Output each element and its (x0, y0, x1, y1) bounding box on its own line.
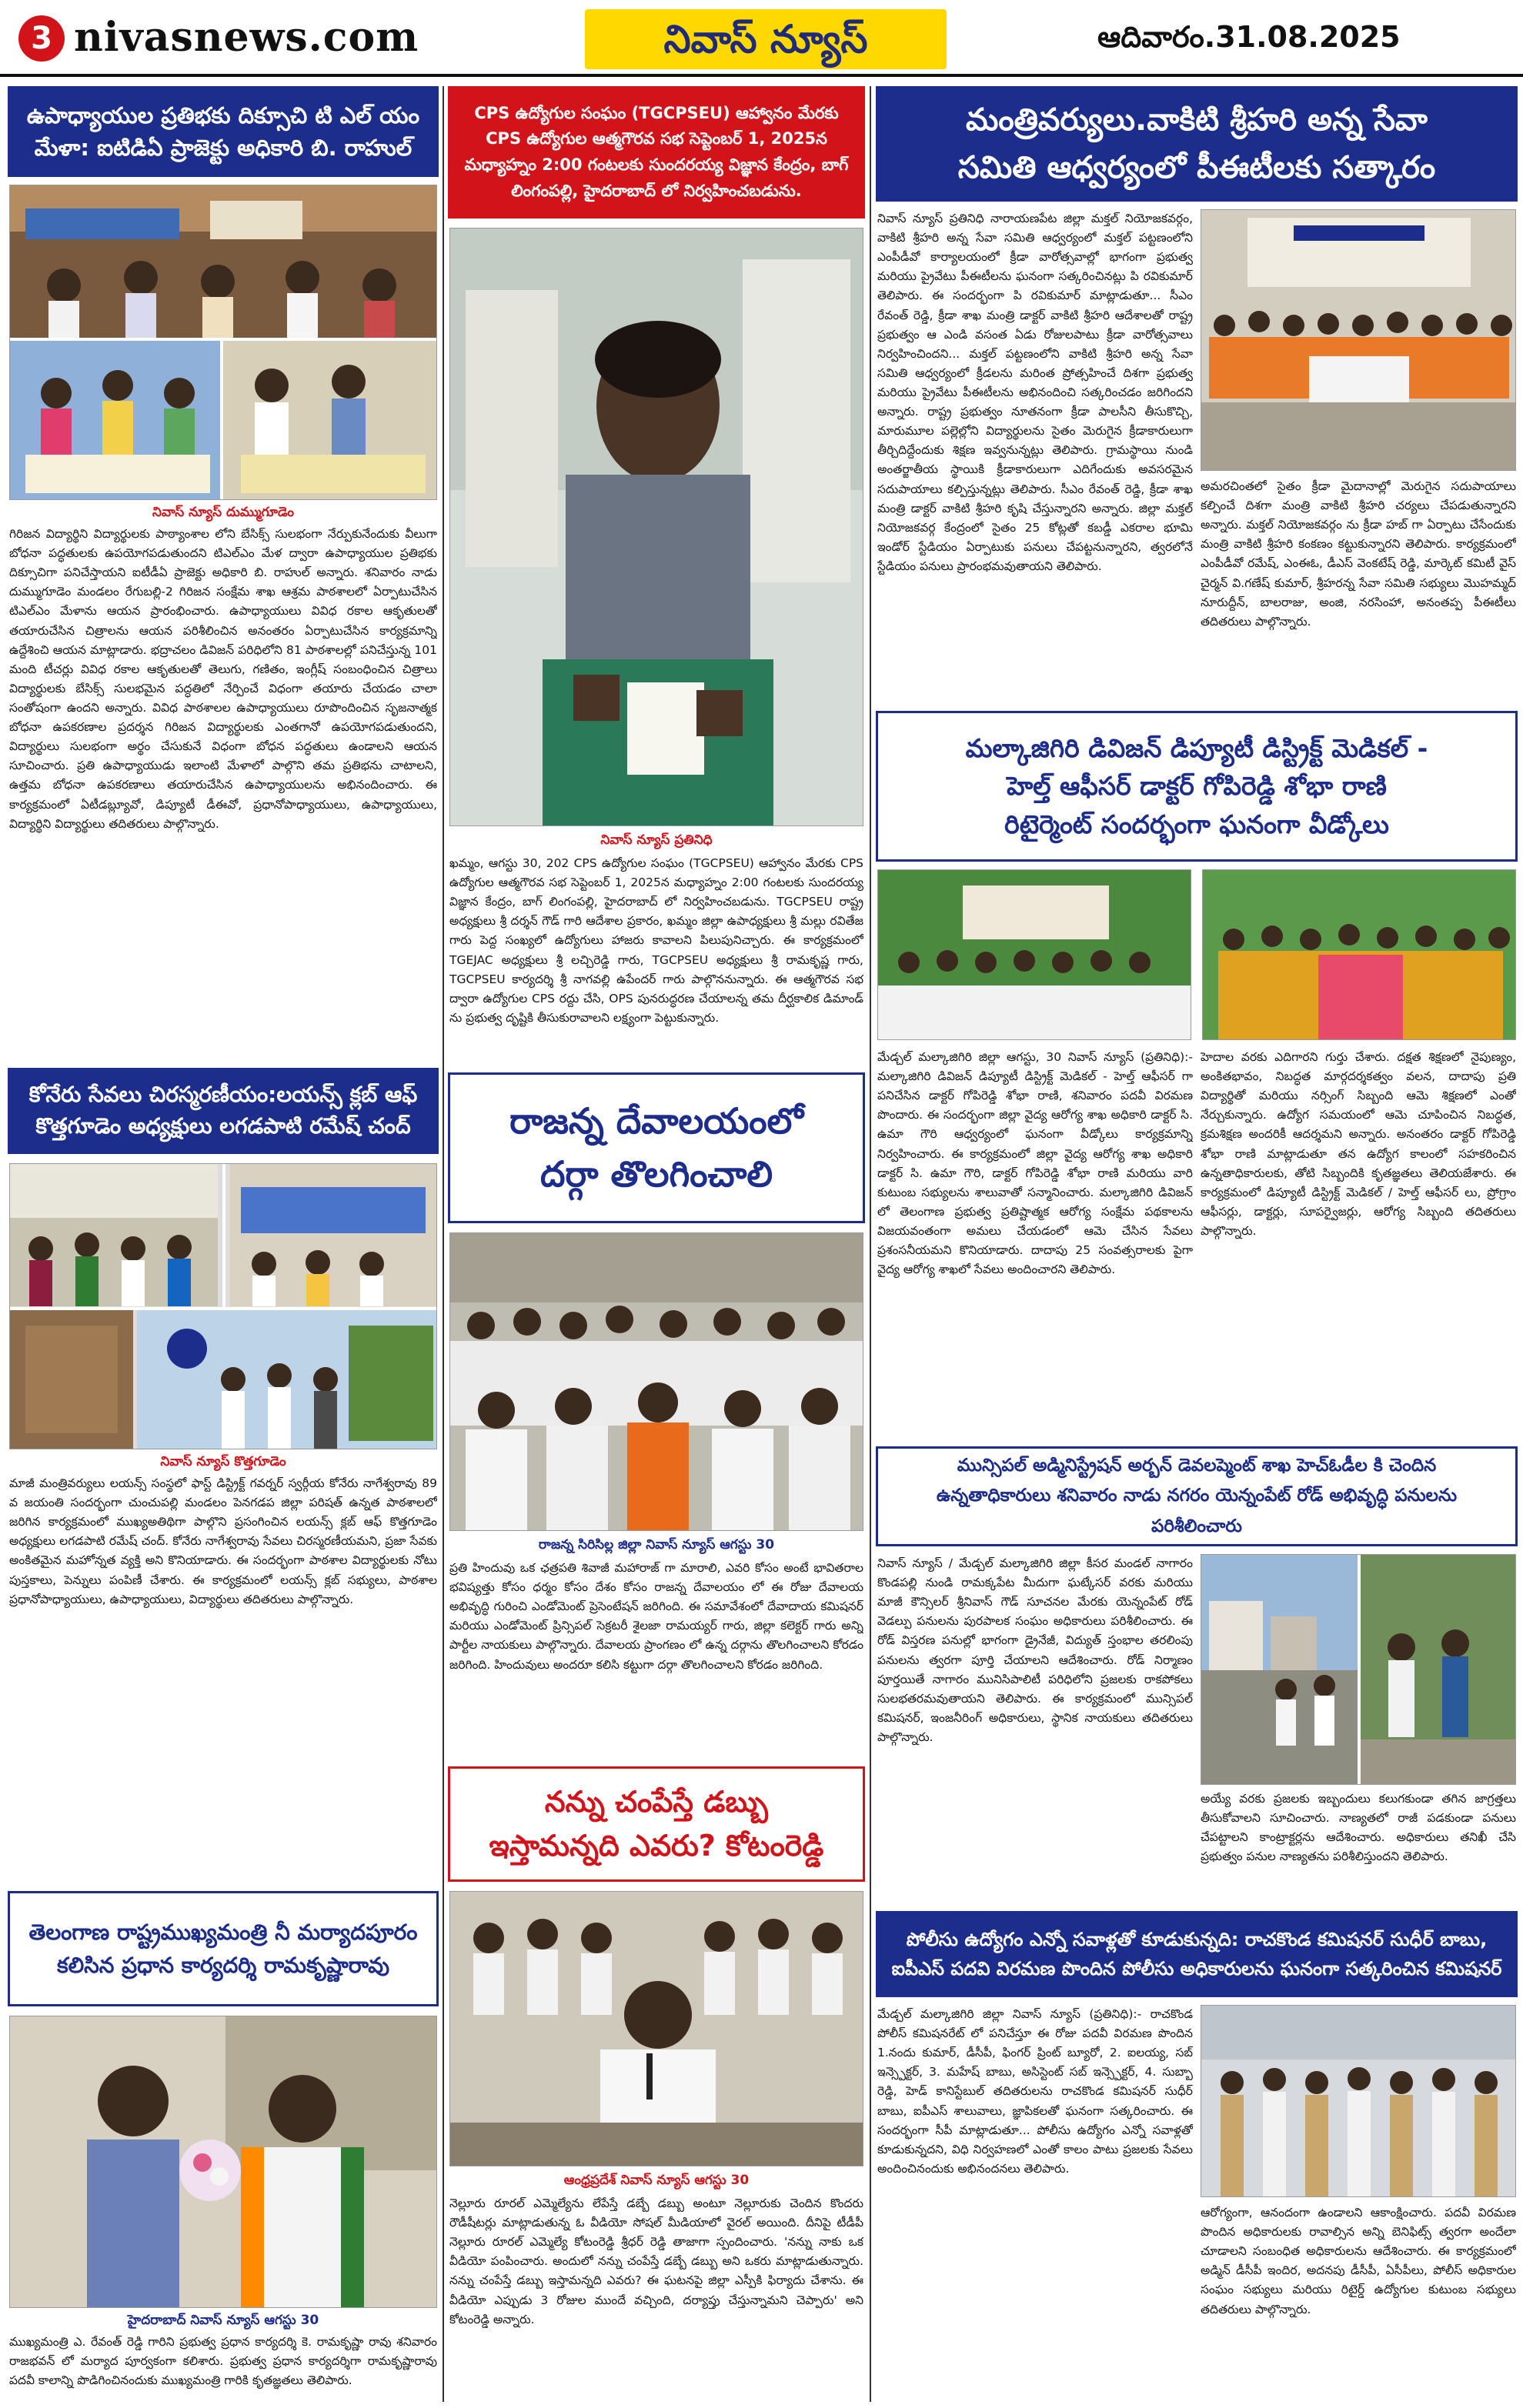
story2-caption: నివాస్ న్యూస్ కొత్తగూడెం (160, 1454, 286, 1469)
column-divider (870, 86, 871, 2402)
police-felicitation-photo (1201, 2006, 1516, 2197)
story4-headline[interactable]: CPS ఉద్యోగుల సంఘం (TGCPSEU) ఆహ్వానం మేరకు CPS ఉద్యోగుల ఆత్మగౌరవ సభ సెప్టెంబర్ 1, 2025న మధ్యాహ్నం 2:00 గంటలకు సుందరయ్య విజ్ఞాన కేంద్రం, బాగ్ లింగంపల్లి, హైదరాబాద్ లో నిర్వహించబడును. (448, 86, 865, 218)
story10-photo (1201, 2005, 1516, 2197)
road-inspection-photo (1201, 1555, 1516, 1785)
story10-body-right: ఆరోగ్యంగా, ఆనందంగా ఉండాలని ఆకాంక్షించారు. పదవీ విరమణ పొందిన అధికారులకు రావాల్సిన అన్ని బెనిఫిట్స్ త్వరగా అందేలా చూడాలని సంబంధిత అధికారులను ఆదేశించారు. ఈ కార్యక్రమంలో అడ్మిన్ డీసీపీ ఇందిర, అదనపు డీసీపీ, ఏసీపీలు, పోలీస్ అధికారుల సంఘం సభ్యులు మరియు రిటైర్డ్ ఉద్యోగుల కుటుంబ సభ్యులు తదితరులు పాల్గొన్నారు. (1201, 2206, 1516, 2316)
press-meet-photo (450, 1892, 863, 2166)
cm-meeting-photo (10, 2016, 437, 2308)
headline-line: ఇస్తామన్నది ఎవరు? కోటంరెడ్డి (489, 1829, 824, 1863)
headline-line: హెల్త్ ఆఫీసర్ డాక్టర్ గోపిరెడ్డి శోభా రాణి (1007, 771, 1387, 802)
story3-caption: హైదరాబాద్ నివాస్ న్యూస్ ఆగస్టు 30 (127, 2313, 319, 2328)
headline-line: మేళా: ఐటిడిఏ ప్రాజెక్టు అధికారి బి. రాహుల్ (34, 135, 412, 161)
story6-headline[interactable] (448, 1766, 865, 1882)
pet-felicitation-photo (1201, 210, 1516, 471)
story4-body: ఖమ్మం, ఆగస్టు 30, 202 CPS ఉద్యోగుల సంఘం (TGCPSEU) ఆహ్వానం మేరకు CPS ఉద్యోగుల ఆత్మగౌరవ సభ సెప్టెంబర్ 1, 2025న మధ్యాహ్నం 2:00 గంటలకు సుందరయ్య విజ్ఞాన కేంద్రం, బాగ్ లింగంపల్లి, హైదరాబాద్ లో నిర్వహించబడును. TGCPSEU రాష్ట్ర అధ్యక్షులు శ్రీ దర్శన్ గౌడ్ గారి ఆదేశాల ప్రకారం, ఖమ్మం జిల్లా ఉపాధ్యక్షులు శ్రీ మల్లు రవితేజ గారు పెద్ద సంఖ్యలో ఉద్యోగులు హాజరు కావాలని పిలుపునిచ్చారు. ఈ కార్యక్రమంలో TGEJAC అధ్యక్షులు శ్రీ లచ్చిరెడ్డి గారు, TGCPSEU అధ్యక్షులు శ్రీ రామకృష్ణ గారు, TGCPSEU కార్యదర్శి శ్రీ నాగవల్లి ఉపేందర్ గారు పాల్గొననున్నారు. ఈ ఆత్మగౌరవ సభ ద్వారా ఉద్యోగుల CPS రద్దు చేసి, OPS పునరుద్ధరణ చేయాలన్న తమ దీర్ఘకాలిక డిమాండ్ ను ప్రభుత్వ దృష్టికి తీసుకురావాలని లక్ష్యంగా పెట్టుకున్నారు. (449, 856, 863, 1025)
retirement-group-photo (1203, 870, 1516, 1040)
story5-headline[interactable] (448, 1072, 865, 1223)
headline-line: మల్కాజిగిరి డివిజన్ డిప్యూటీ డిస్ట్రిక్ట్ మెడికల్ - (965, 732, 1428, 763)
headline-line: కోనేరు సేవలు చిరస్మరణీయం:లయన్స్ క్లబ్ ఆఫ్ (28, 1082, 418, 1108)
story6-caption: ఆంధ్రప్రదేశ్ నివాస్ న్యూస్ ఆగస్టు 30 (563, 2173, 750, 2188)
story3-headline[interactable] (8, 1891, 439, 2006)
story9-headline[interactable] (876, 1446, 1518, 1546)
headline-line: రిటైర్మెంట్ సందర్భంగా ఘనంగా వీడ్కోలు (1004, 809, 1389, 839)
temple-meeting-photo (450, 1233, 863, 1531)
headline-line: మంత్రివర్యులు.వాకిటి శ్రీహరి అన్న సేవా (966, 102, 1428, 138)
story8-body-left: మేడ్చల్ మల్కాజిగిరి జిల్లా ఆగస్టు, 30 నివాస్ న్యూస్ (ప్రతినిధి):- మల్కాజిగిరి డివిజన్ డిప్యూటీ డిస్ట్రిక్ట్ మెడికల్ - హెల్త్ ఆఫీసర్ గా పనిచేసిన డాక్టర్ గోపిరెడ్డి శోభా రాణి, శనివారం పదవీ విరమణ పొందారు. ఈ సందర్భంగా జిల్లా వైద్య ఆరోగ్య శాఖ అధికారి డాక్టర్ సి. ఉమా గౌరి ఆధ్వర్యంలో ఘనంగా వీడ్కోలు కార్యక్రమాన్ని నిర్వహించారు. ఈ కార్యక్రమంలో జిల్లా వైద్య ఆరోగ్య శాఖ అధికారి డాక్టర్ సి. ఉమా గౌరి, డాక్టర్ గోపిరెడ్డి శోభా రాణి మరియు వారి కుటుంబ సభ్యులను శాలువాతో సన్మానించారు. మల్కాజిగిరి డివిజన్ లో తెలంగాణ ప్రభుత్వ ప్రతిష్టాత్మక ఆరోగ్య సంక్షేమ పథకాలను విజయవంతంగా అమలు చేయడంలో ఆమె చేసిన సేవలు ప్రశంసనీయమని కొనియాడారు. దాదాపు 25 సంవత్సరాలకు పైగా వైద్య ఆరోగ్య శాఖలో సేవలు అందించారని తెలిపారు. (877, 1050, 1193, 1277)
story3-body: ముఖ్యమంత్రి ఎ. రేవంత్ రెడ్డి గారిని ప్రభుత్వ ప్రధాన కార్యదర్శి కె. రామకృష్ణా రావు శనివారం రాజభవన్ లో మర్యాద పూర్వకంగా కలిశారు. ప్రభుత్వ ప్రధాన కార్యదర్శిగా రామకృష్ణారావు పదవీ కాలాన్ని పొడిగించినందుకు ముఖ్యమంత్రి గారికి కృతజ్ఞతలు తెలిపారు. (9, 2335, 437, 2388)
story10-body-left: మేడ్చల్ మల్కాజిగిరి జిల్లా నివాస్ న్యూస్ (ప్రతినిధి):- రాచకొండ పోలీస్ కమిషనరేట్ లో పనిచేస్తూ ఈ రోజు పదవీ విరమణ పొందిన 1.నందు కుమార్, డీసీపీ, ఫింగర్ ప్రింట్ బ్యూరో, 2. ఐలయ్య, సబ్ ఇన్స్పెక్టర్, 3. మహేష్ బాబు, అసిస్టెంట్ సబ్ ఇన్స్పెక్టర్, 4. సుబ్బా రెడ్డి, హెడ్ కానిస్టేబుల్ తదితరులను రాచకొండ కమిషనర్ సుధీర్ బాబు, ఐపీఎస్ శాలువాలు, జ్ఞాపికలతో ఘనంగా సత్కరించారు. ఈ సందర్భంగా సీపీ మాట్లాడుతూ... పోలీసు ఉద్యోగం ఎన్నో సవాళ్లతో కూడుకున్నదని, విధి నిర్వహణలో ఎంతో కాలం పాటు ప్రజలకు సేవలు అందించినందుకు అభినందనలు తెలిపారు. (877, 2007, 1193, 2176)
headline-line: మున్సిపల్ అడ్మినిస్ట్రేషన్ అర్బన్ డెవలప్మెంట్ శాఖ హెచ్ఓడీల కి చెందిన (957, 1456, 1437, 1476)
cps-leader-photo (450, 228, 863, 826)
story7-body-right: అమరచింతలో సైతం క్రీడా మైదానాల్లో మెరుగైన సదుపాయాలు కల్పించే దిశగా మంత్రి వాకిటి శ్రీహరి చర్యలు చేపడుతున్నారని అన్నారు. మక్తల్ నియోజకవర్గం ను క్రీడా హబ్ గా ఏర్పాటు చేసేందుకు మంత్రి వాకిటి శ్రీహరి కంకణం కట్టుకున్నారని తెలిపారు. కార్యక్రమంలో ఎంపీడీవో రమేష్, ఎంఈఓ, డీఎస్ వెంకటేష్ రెడ్డి, మార్కెట్ కమిటీ వైస్ చైర్మన్ వి.గణేష్ కుమార్, శ్రీహరన్న సేవా సమితి సభ్యులు మొహమ్మద్ నూరుద్దీన్, బాలరాజు, అంజి, నరసింహా, అనంతప్ప పీఈటీలు తదితరులు పాల్గొన్నారు. (1201, 479, 1516, 629)
site-name[interactable]: nivasnews.com (74, 14, 419, 61)
headline-line: పోలీసు ఉద్యోగం ఎన్నో సవాళ్లతో కూడుకున్నది: రాచకొండ కమిషనర్ సుధీర్ బాబు, (906, 1928, 1488, 1950)
story7-photo (1201, 209, 1516, 471)
story2-body: మాజీ మంత్రివర్యులు లయన్స్ సంస్థలో ఫాస్ట్ డిస్ట్రిక్ట్ గవర్నర్ స్వర్గీయ కోనేరు నాగేశ్వరావు 89 వ జయంతి సందర్భంగా చుంచుపల్లి మండలం పెనగడప జిల్లా పరిషత్ ఉన్నత పాఠశాలలో జరిగిన కార్యక్రమంలో ముఖ్యఅతిథిగా పాల్గొని ప్రసంగించిన లయన్స్ క్లబ్ ఆఫ్ కొత్తగూడెం అధ్యక్షులు లగడపాటి రమేష్ చంద్. కోనేరు నాగేశ్వరావు సేవలు చిరస్మరణీయమని, ప్రజా సేవకు అంకితమైన మహోన్నత వ్యక్తి అని కొనియాడారు. ఈ సందర్భంగా పాఠశాల విద్యార్థులకు నోటు పుస్తకాలు, పెన్నులు పంపిణీ చేశారు. ఈ కార్యక్రమంలో లయన్స్ క్లబ్ సభ్యులు, పాఠశాల ప్రధానోపాధ్యాయులు, ఉపాధ్యాయులు, విద్యార్థులు తదితరులు పాల్గొన్నారు. (9, 1476, 437, 1606)
story8-headline[interactable] (876, 711, 1518, 862)
headline-line: రాజన్న దేవాలయంలో (509, 1100, 803, 1142)
story1-body: గిరిజన విద్యార్థిని విద్యార్థులకు పాఠ్యాంశాల లోని బేసిక్స్ సులభంగా నేర్పుకునేందుకు వీలుగా బోధనా పద్ధతులకు ఉపయోగపడుతుందని టిఎల్ఎం మేళ ద్వారా ఉపాధ్యాయుల ప్రతిభకు దిక్సూచిగా పనిచేస్తాయని ఐటీడీఏ ప్రాజెక్టు అధికారి బి. రాహుల్ అన్నారు. శనివారం నాడు దుమ్ముగూడెం మండలం రేగుబల్లి-2 గిరిజన సంక్షేమ శాఖ ఆశ్రమ పాఠశాలలో ఏర్పాటుచేసిన టిఎల్ఎం మేళాను ఆయన ప్రారంభించారు. ఉపాధ్యాయులు వివిధ రకాల ఆకృతులతో తయారుచేసిన చిత్రాలను ఆయన పరిశీలించిన అనంతరం ఏర్పాటుచేసిన కార్యక్రమాన్ని ఉద్దేశించి ఆయన మాట్లాడారు. భద్రాచలం డివిజన్ పరిధిలోని 81 పాఠశాలల్లో పనిచేస్తున్న 101 మంది టీచర్లు వివిధ రకాల ఆకృతులతో తెలుగు, గణితం, ఇంగ్లీష్ సంబంధించిన చిత్రాలు విద్యార్థులకు బేసిక్స్ సులభమైన పద్ధతిలో నేర్పించే విధంగా తయారు చేయడం చాలా సంతోషంగా ఉందని అన్నారు. వివిధ పాఠశాలల ఉపాధ్యాయులు రూపొందించిన సృజనాత్మక బోధనా ఉపకరణాల ప్రదర్శన గిరిజన విద్యార్థులకు ఎంతగానో ఉపయోగపడుతుందని, విద్యార్థులు సులభంగా అర్థం చేసుకునే విధంగా బోధన పద్ధతులు ఉండాలని ఆయన సూచించారు. ప్రతి ఉపాధ్యాయుడు ఇలాంటి మేళాలో పాల్గొని తమ ప్రతిభను చాటాలని, ఉత్తమ బోధనా ఉపకరణాలు తయారుచేసిన ఉపాధ్యాయులను అభినందించారు. ఈ కార్యక్రమంలో ఏటీడబ్ల్యూవో, డిప్యూటీ డీఈవో, ప్రధానోపాధ్యాయులు, ఉపాధ్యాయులు, విద్యార్థిని విద్యార్థులు తదితరులు పాల్గొన్నారు. (9, 527, 437, 831)
headline-line: నన్ను చంపేస్తే డబ్బు (544, 1785, 769, 1819)
story3-photo (9, 2016, 437, 2308)
headline-line: ఉపాధ్యాయుల ప్రతిభకు దిక్సూచి టి ఎల్ యం (26, 102, 420, 128)
story1-caption: నివాస్ న్యూస్ దుమ్ముగూడెం (152, 505, 294, 520)
lions-club-event-photo (10, 1164, 437, 1449)
story4-photo (449, 228, 863, 826)
headline-line: తెలంగాణ రాష్ట్రముఖ్యమంత్రి నీ మర్యాదపూరం (28, 1919, 418, 1945)
headline-line: కొత్తగూడెం అధ్యక్షులు లగడపాటి రమేష్ చంద్ (35, 1113, 411, 1139)
story6-body: నెల్లూరు రూరల్ ఎమ్మెల్యేను లేపేస్తే డబ్బే డబ్బు అంటూ నెల్లూరుకు చెందిన కొందరు రౌడీషీటర్లు మాట్లాడుతున్న ఓ వీడియో సోషల్ మీడియాలో వైరల్ అయింది. దీనిపై టీడీపీ నెల్లూరు రూరల్ ఎమ్మెల్యే కోటంరెడ్డి శ్రీధర్ రెడ్డి తాజాగా స్పందించారు. 'నన్ను నాకు ఒక వీడియో పంపించారు. అందులో నన్ను చంపేస్తే డబ్బే డబ్బు అని ఒకరు మాట్లాడుతున్నారు. నన్ను చంపేస్తే డబ్బు ఇస్తామన్నది ఎవరు? ఈ ఘటనపై జిల్లా ఎస్పీకి ఫిర్యాదు చేశాను. ఈ వీడియో ఎప్పుడు 3 రోజుల ముందే వచ్చింది, దర్యాప్తు చేస్తున్నామని చెప్పారు' అని కోటంరెడ్డి అన్నారు. (449, 2196, 863, 2326)
headline-line: సమితి ఆధ్వర్యంలో పీఈటీలకు సత్కారం (957, 150, 1436, 185)
story8-body-right: హెదాల వరకు ఎదిగారని గుర్తు చేశారు. దక్షత శిక్షణలో నైపుణ్యం, అంకితభావం, నిబద్ధత మార్గదర్శకత్వం వలన, దాదాపు ప్రతి విద్యార్థితో మరియు నర్సింగ్ సిబ్బంది ఆమె శిక్షణలో ఎంతో నేర్చుకున్నారు. ఉద్యోగ సమయంలో ఆమె చూపించిన నిబద్ధత, క్రమశిక్షణ అందరికీ ఆదర్శమని అన్నారు. అనంతరం డాక్టర్ గోపిరెడ్డి శోభా రాణి మాట్లాడుతూ తన ఉద్యోగ కాలంలో సహకరించిన ఉన్నతాధికారులకు, తోటి సిబ్బందికి కృతజ్ఞతలు తెలియజేశారు. ఈ కార్యక్రమంలో డిప్యూటీ డిస్ట్రిక్ట్ మెడికల్ / హెల్త్ ఆఫీసర్ లు, ప్రోగ్రాం ఆఫీసర్లు, డాక్టర్లు, సూపర్వైజర్లు, ఆరోగ్య సిబ్బంది తదితరులు పాల్గొన్నారు. (1201, 1050, 1516, 1238)
edition-date: ఆదివారం.31.08.2025 (1097, 20, 1401, 54)
story8-photo-right (1202, 869, 1516, 1040)
story2-headline[interactable] (8, 1068, 439, 1154)
story7-headline[interactable] (876, 86, 1518, 202)
story2-photo (9, 1163, 437, 1449)
story9-body-left: నివాస్ న్యూస్ / మేడ్చల్ మల్కాజిగిరి జిల్లా కీసర మండల్ నాగారం కొండపల్లి నుండి రామక్కపేట మీదుగా ఘట్కేసర్ వరకు మరియు మాజీ కౌన్సిలర్ శ్రీనివాస్ గౌడ్ సూచనల మేరకు యెన్నంపేట్ రోడ్ వెడల్పు పనులను పురపాలక సంఘం అధికారులు పరిశీలించారు. ఈ రోడ్ విస్తరణ పనుల్లో భాగంగా డ్రైనేజీ, విద్యుత్ స్తంభాల తరలింపు పనులను త్వరగా పూర్తి చేయాలని ఆదేశించారు. రోడ్ నిర్మాణం పూర్తయితే నాగారం మునిసిపాలిటీ పరిధిలోని ప్రజలకు రాకపోకలు సులభతరమవుతాయని తెలిపారు. ఈ కార్యక్రమంలో మున్సిపల్ కమిషనర్, ఇంజనీరింగ్ అధికారులు, స్థానిక నాయకులు తదితరులు పాల్గొన్నారు. (877, 1556, 1193, 1744)
page-number-badge: 3 (18, 15, 65, 62)
headline-line: కలిసిన ప్రధాన కార్యదర్శి రామకృష్ణారావు (56, 1953, 390, 1978)
story10-headline[interactable] (876, 1911, 1518, 1997)
column-divider (443, 86, 444, 2402)
story8-photo-left (877, 869, 1191, 1040)
story4-caption: నివాస్ న్యూస్ ప్రతినిధి (600, 832, 713, 848)
story9-photo (1201, 1554, 1516, 1785)
story1-photo (9, 185, 437, 500)
retirement-event-photo (878, 870, 1191, 1040)
headline-line: ఉన్నతాధికారులు శనివారం నాడు నగరం యెన్నంపేట్ రోడ్ అభివృద్ధి పనులను పరిశీలించారు (936, 1486, 1458, 1536)
tlm-mela-photo (10, 185, 437, 500)
story9-body-right: అయ్యే వరకు ప్రజలకు ఇబ్బందులు కలుగకుండా తగిన జాగ్రత్తలు తీసుకోవాలని సూచించారు. నాణ్యతలో రాజీ పడకుండా పనులు చేపట్టాలని కాంట్రాక్టర్లను ఆదేశించారు. అధికారులు తనిఖీ చేసి ప్రభుత్వం పనుల నాణ్యతను పరిశీలిస్తుందని తెలిపారు. (1201, 1792, 1516, 1864)
story7-body-left: నివాస్ న్యూస్ ప్రతినిధి నారాయణపేట జిల్లా మక్తల్ నియోజకవర్గం, వాకిటి శ్రీహరి అన్న సేవా సమితి ఆధ్వర్యంలో మక్తల్ పట్టణంలోని ఎంపీడీవో కార్యాలయంలో క్రీడా వారోత్సవాల్లో భాగంగా ప్రభుత్వ మరియు ప్రైవేటు పీఈటీలను ఘనంగా సత్కరించినట్లు పి రవికుమార్ తెలిపారు. ఈ సందర్భంగా పి రవికుమార్ మాట్లాడుతూ... సీఎం రేవంత్ రెడ్డి, క్రీడా శాఖ మంత్రి డాక్టర్ వాకిటి శ్రీహరి ఆదేశాలతో రాష్ట్ర ప్రభుత్వం ఆ ఎండి వసంత ఏడు రోజులపాటు క్రీడా వారోత్సవాలు నిర్వహించిందని... మక్తల్ పట్టణంలోని వాకిటి శ్రీహరి అన్న సేవా సమితి ఆధ్వర్యంలో క్రీడలను మరింత ప్రోత్సహించే దిశగా ప్రభుత్వ మరియు ప్రైవేటు పీఈటీలను అభినందించి సత్కరించడం జరిగిందని అన్నారు. రాష్ట్ర ప్రభుత్వం నూతనంగా క్రీడా పాలసీని తీసుకొచ్చి, మారుమూల పల్లెల్లోని విద్యార్థులను సైతం మెరుగైన క్రీడాకారులుగా తీర్చిదిద్దేందుకు శిక్షణ ఇవ్వనున్నట్లు తెలిపారు. గ్రామస్థాయి నుండి అంతర్జాతీయ స్థాయికి క్రీడాకారులుగా ఎదిగేందుకు అవసరమైన సదుపాయాలు కల్పిస్తున్నట్లు తెలిపారు. సీఎం రేవంత్ రెడ్డి, క్రీడా శాఖ మంత్రి డాక్టర్ వాకిటి శ్రీహరి కృషి చేస్తున్నారని అన్నారు. జిల్లా మక్తల్ నియోజకవర్గ కేంద్రంలో సైతం 25 కోట్లతో కబడ్డీ ఎకరాల భూమి ఇండోర్ స్టేడియం ఏర్పాటుకు పనులు చేపట్టనున్నారని, త్వరలోనే స్టేడియం పనులు ప్రారంభమవుతాయని తెలిపారు. (877, 212, 1193, 573)
story6-photo (449, 1891, 863, 2166)
paper-name-logo: నివాస్ న్యూస్ (585, 9, 947, 69)
story5-photo (449, 1232, 863, 1531)
story5-body: ప్రతి హిందువు ఒక ఛత్రపతి శివాజీ మహారాజ్ గా మారాలి, ఎవరి కోసం అంటే భావితరాల భవిష్యత్తు కోసం ధర్మం కోసం దేశం కోసం రాజన్న దేవాలయం లో ఈ రోజు దేవాలయ అభివృద్ధి గురించి ఎండోమెంట్ ప్రెసెంటేషన్ జరిగింది. ఈ సమావేశంలో దేవాదాయ కమిషనర్ మరియు ఎండోమెంట్ ప్రిన్సిపల్ సెక్రటరీ శైలజా రామయ్యర్ గారు, జిల్లా కలెక్టర్ గారు అన్ని పార్టీల నాయకులు పాల్గొన్నారు. దేవాలయ ప్రాంగణం లో ఉన్న దర్గాను తొలగించాలని కోరడం జరిగింది. హిందువులు అందరూ కలిసి కట్టుగా దర్గా తొలగించాలని కోరడం జరిగింది. (449, 1561, 863, 1672)
story1-headline[interactable] (8, 86, 439, 177)
headline-line: ఐపీఎస్ పదవి విరమణ పొందిన పోలీసు అధికారులను ఘనంగా సత్కరించిన కమిషనర్ (891, 1958, 1502, 1979)
story5-caption: రాజన్న సిరిసిల్ల జిల్లా నివాస్ న్యూస్ ఆగస్టు 30 (538, 1537, 775, 1553)
headline-line: దర్గా తొలగించాలి (539, 1153, 773, 1195)
